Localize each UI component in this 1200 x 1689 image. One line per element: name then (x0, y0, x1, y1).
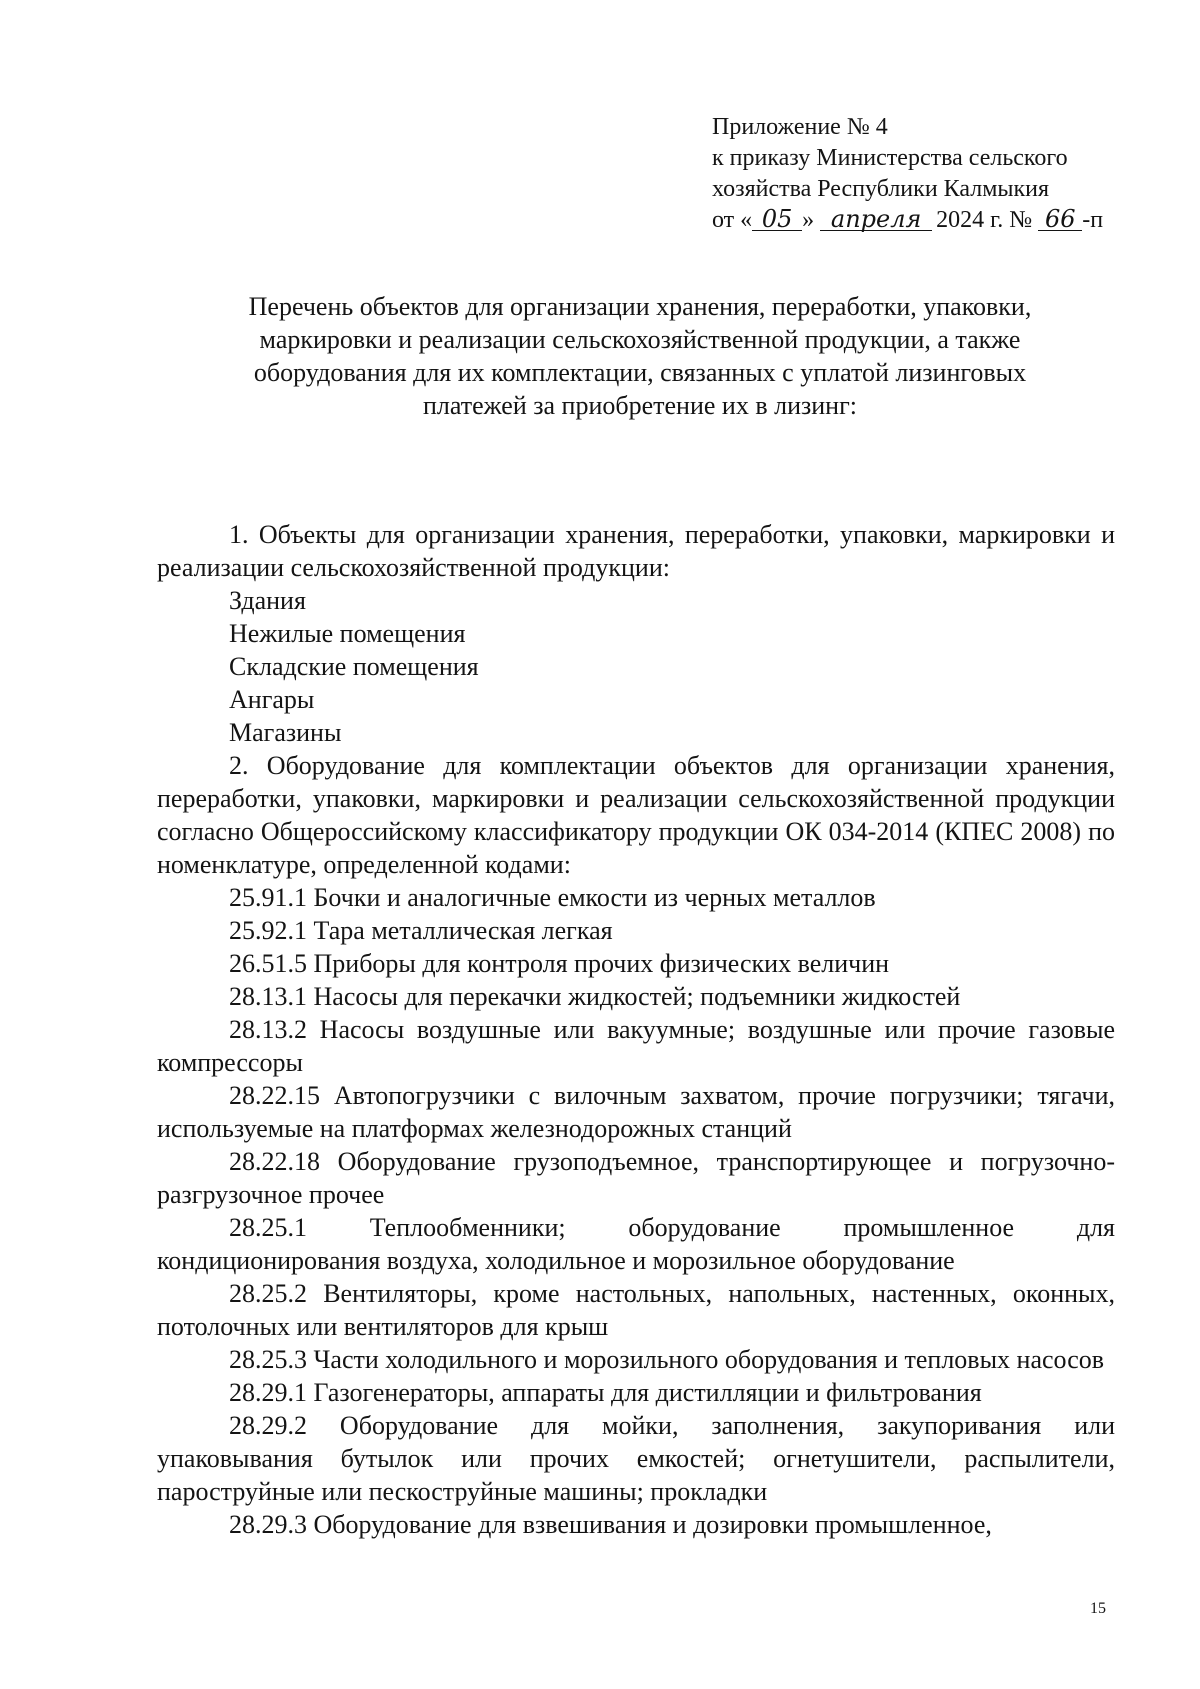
date-month-handwritten: апреля (820, 208, 932, 231)
title-line: Перечень объектов для организации хранения, переработки, упаковки, (248, 292, 1032, 321)
list-item: Здания (229, 586, 306, 615)
date-day-handwritten: 05 (752, 208, 802, 231)
code-list-item: 28.22.18 Оборудование грузоподъемное, транспортирующее и погрузочно-разгрузочное прочее (157, 1147, 1115, 1209)
date-prefix: от « (712, 207, 753, 233)
title-line: маркировки и реализации сельскохозяйственной продукции, а также (259, 325, 1021, 354)
list-item: Складские помещения (229, 652, 479, 681)
code-list-item: 28.29.1 Газогенераторы, аппараты для дистилляции и фильтрования (229, 1378, 982, 1407)
appendix-line-1: Приложение № 4 (712, 114, 888, 140)
appendix-date-line (712, 205, 1132, 236)
page-number: 15 (1090, 1600, 1106, 1617)
code-list-item: 25.91.1 Бочки и аналогичные емкости из черных металлов (229, 883, 876, 912)
list-item: Ангары (229, 685, 315, 714)
appendix-header (712, 112, 1132, 236)
section-2-heading: 2. Оборудование для комплектации объектов для организации хранения, переработки, упаковки, маркировки и реализации сельскохозяйственной продукции согласно Общероссийскому классификатору продукции ОК 034-2014 (КПЕС 2008) по номенклатуре, определенной кодами: (157, 751, 1115, 879)
code-list-item: 25.92.1 Тара металлическая легкая (229, 916, 613, 945)
code-list-item: 28.25.2 Вентиляторы, кроме настольных, напольных, настенных, оконных, потолочных или вентиляторов для крыш (157, 1279, 1115, 1341)
title-line: оборудования для их комплектации, связанных с уплатой лизинговых (253, 358, 1027, 387)
document-body (157, 518, 1115, 1541)
code-list-item: 28.25.3 Части холодильного и морозильного оборудования и тепловых насосов (229, 1345, 1105, 1374)
code-list-item: 28.13.2 Насосы воздушные или вакуумные; воздушные или прочие газовые компрессоры (157, 1015, 1115, 1077)
appendix-line-2: к приказу Министерства сельского (712, 145, 1068, 171)
document-title (160, 290, 1120, 422)
date-mid: » (802, 207, 815, 233)
list-item: Магазины (229, 718, 342, 747)
code-list-item: 28.25.1 Теплообменники; оборудование промышленное для кондиционирования воздуха, холодильное и морозильное оборудование (157, 1213, 1115, 1275)
appendix-line-3: хозяйства Республики Калмыкия (712, 176, 1050, 202)
code-list-item: 28.22.15 Автопогрузчики с вилочным захватом, прочие погрузчики; тягачи, используемые на платформах железнодорожных станций (157, 1081, 1115, 1143)
date-year: 2024 г. № (936, 207, 1033, 233)
order-number-handwritten: 66 (1038, 208, 1082, 231)
code-list-item: 28.29.2 Оборудование для мойки, заполнения, закупоривания или упаковывания бутылок или прочих емкостей; огнетушители, распылители, пароструйные или пескоструйные машины; прокладки (157, 1411, 1115, 1506)
order-suffix: -п (1082, 207, 1104, 233)
section-1-heading: 1. Объекты для организации хранения, переработки, упаковки, маркировки и реализации сельскохозяйственной продукции: (157, 520, 1115, 582)
title-line: платежей за приобретение их в лизинг: (423, 391, 857, 420)
code-list-item: 28.13.1 Насосы для перекачки жидкостей; подъемники жидкостей (229, 982, 961, 1011)
code-list-item: 28.29.3 Оборудование для взвешивания и дозировки промышленное, (229, 1510, 992, 1539)
code-list-item: 26.51.5 Приборы для контроля прочих физических величин (229, 949, 890, 978)
list-item: Нежилые помещения (229, 619, 466, 648)
